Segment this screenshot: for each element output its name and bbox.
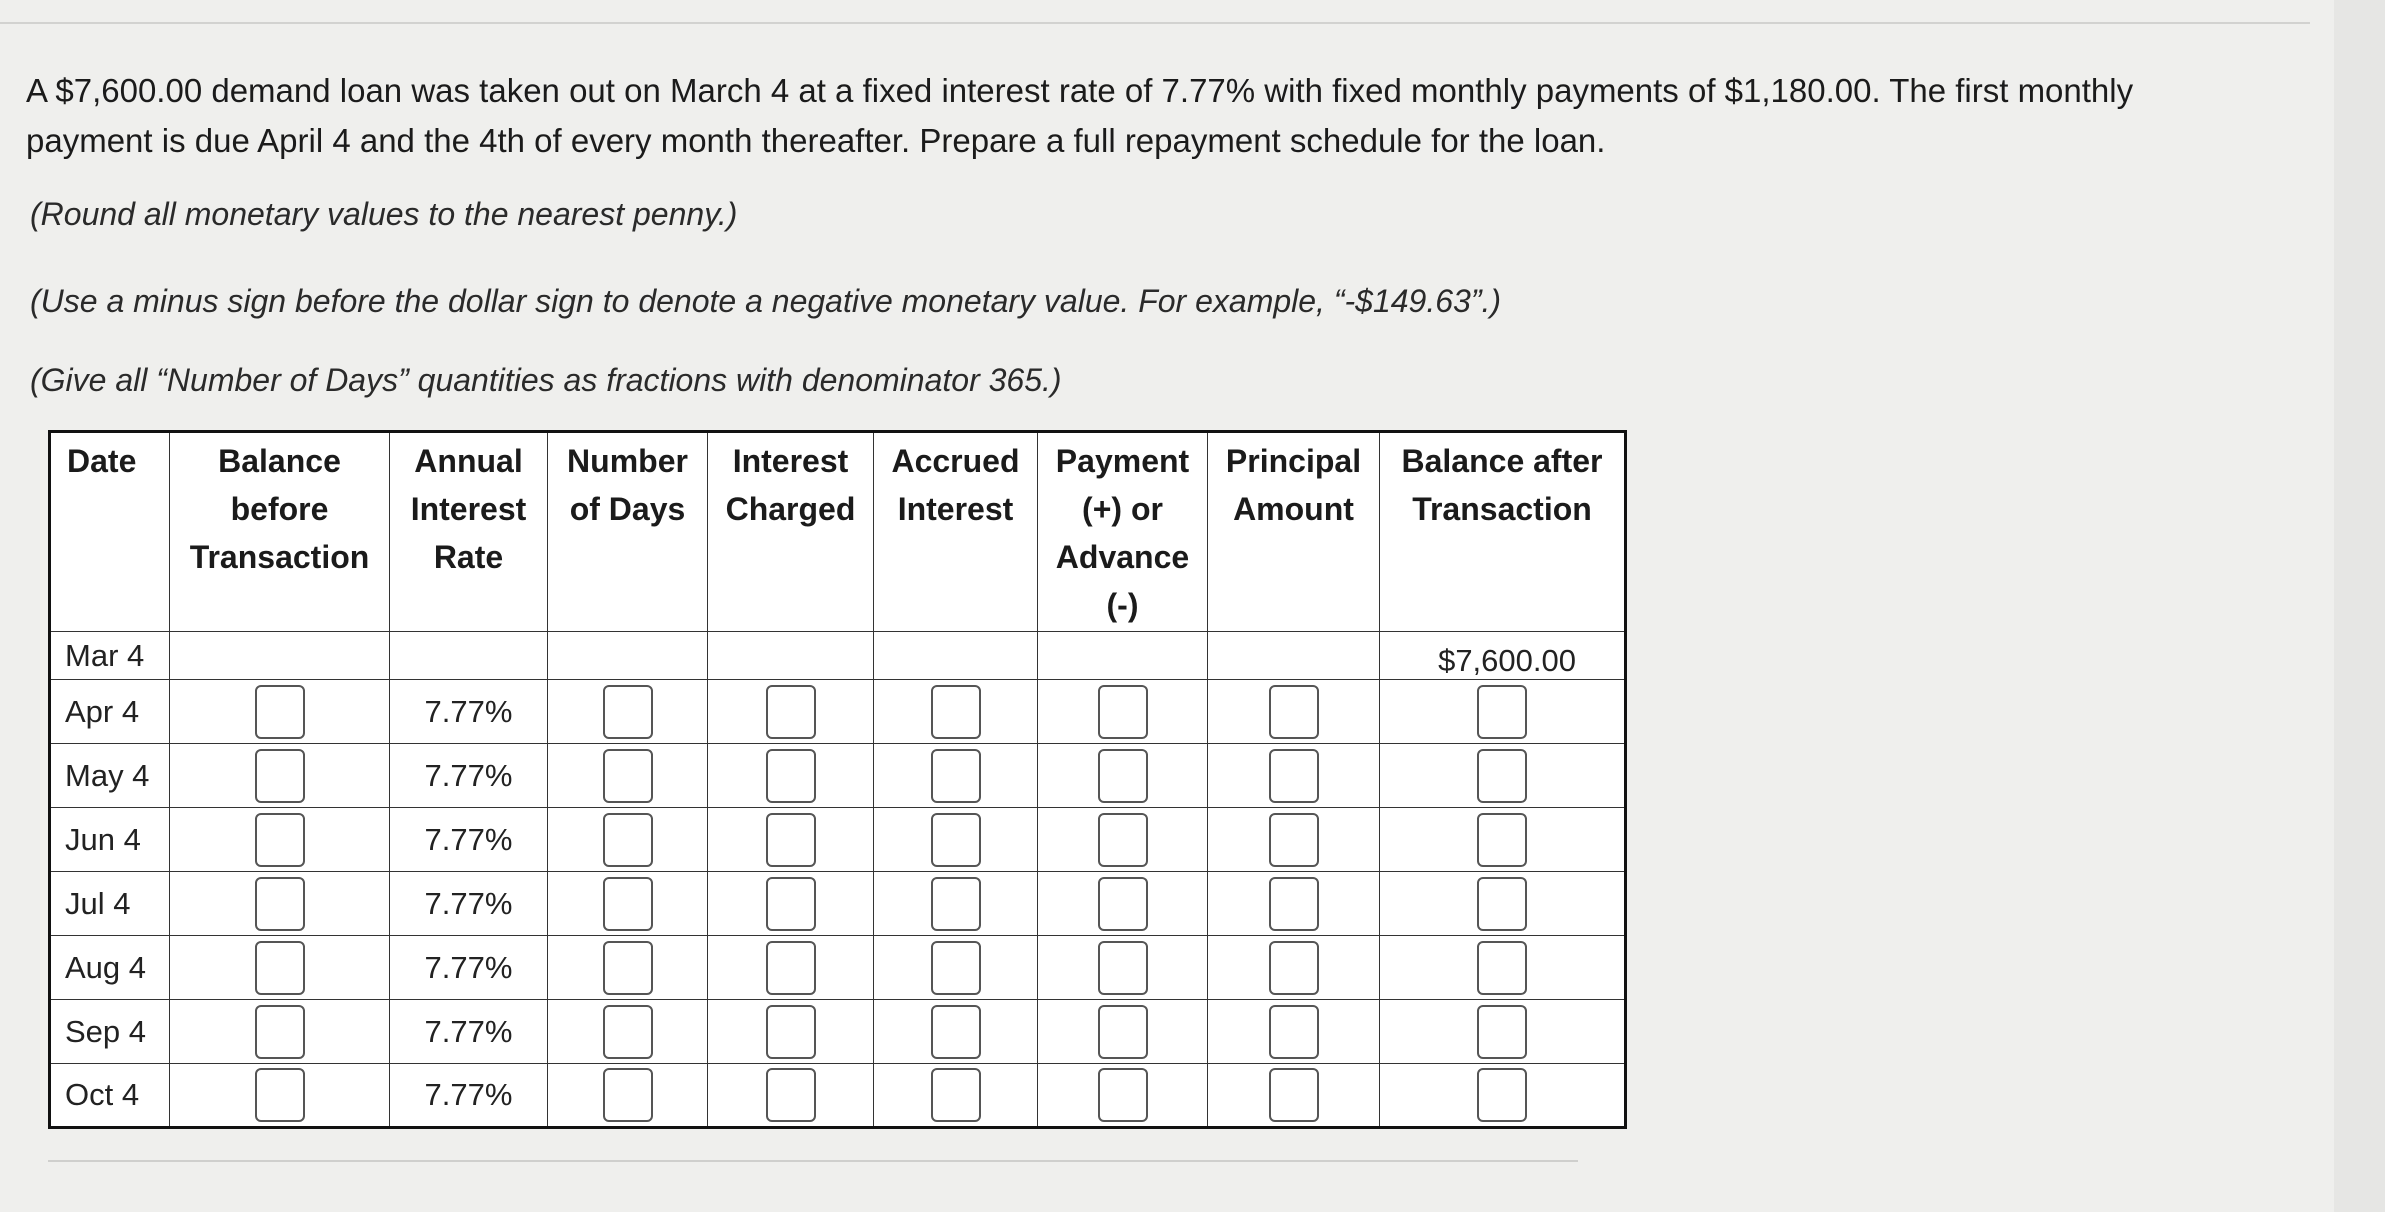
principal-amount-input[interactable] [1269,1005,1319,1059]
note-number-of-days: (Give all “Number of Days” quantities as fractions with denominator 365.) [30,362,1062,398]
accrued-interest-input[interactable] [931,941,981,995]
balance-after-cell [1380,1000,1626,1064]
balance-after-cell [1380,936,1626,1000]
row-date: May 4 [50,744,170,808]
table-row [50,872,1626,936]
payment-or-advance-cell [1038,744,1208,808]
payment-or-advance-cell [1038,808,1208,872]
payment-or-advance-cell [1038,1000,1208,1064]
interest-charged-input[interactable] [766,813,816,867]
number-of-days-input[interactable] [603,877,653,931]
right-gutter [2334,0,2385,1212]
payment-or-advance-cell [1038,680,1208,744]
row-date: Jul 4 [50,872,170,936]
accrued-interest-input[interactable] [931,685,981,739]
number-of-days-input[interactable] [603,1068,653,1122]
note-negative-values: (Use a minus sign before the dollar sign to denote a negative monetary value. For example, “-$149.63”.) [30,283,1502,319]
balance-after-input[interactable] [1477,877,1527,931]
empty-cell [390,632,548,680]
principal-amount-input[interactable] [1269,877,1319,931]
principal-amount-cell [1208,744,1380,808]
empty-cell [708,632,874,680]
balance-before-cell [170,744,390,808]
principal-amount-cell [1208,1000,1380,1064]
balance-after-cell [1380,680,1626,744]
empty-cell [874,632,1038,680]
principal-amount-cell [1208,1064,1380,1128]
number-of-days-input[interactable] [603,749,653,803]
balance-before-input[interactable] [255,685,305,739]
number-of-days-cell [548,680,708,744]
table-row [50,680,1626,744]
accrued-interest-cell [874,808,1038,872]
number-of-days-input[interactable] [603,685,653,739]
row-date: Sep 4 [50,1000,170,1064]
principal-amount-input[interactable] [1269,941,1319,995]
table-row [50,1000,1626,1064]
balance-before-input[interactable] [255,1005,305,1059]
header-number-of-days: Number of Days [548,432,708,632]
balance-after-input[interactable] [1477,941,1527,995]
balance-before-input[interactable] [255,749,305,803]
problem-statement: A $7,600.00 demand loan was taken out on March 4 at a fixed interest rate of 7.77% with fixed monthly payments of $1,180.00. The first monthly payment is due April 4 and the 4th of every month thereafter. Prepare a full repayment schedule for the loan. [26,72,2134,159]
accrued-interest-cell [874,744,1038,808]
balance-after-input[interactable] [1477,749,1527,803]
interest-charged-input[interactable] [766,941,816,995]
header-date: Date [50,432,170,632]
header-principal-amount: Principal Amount [1208,432,1380,632]
number-of-days-cell [548,808,708,872]
header-accrued-interest: Accrued Interest [874,432,1038,632]
interest-charged-input[interactable] [766,1005,816,1059]
initial-balance-after: $7,600.00 [1380,632,1626,680]
row-annual-rate: 7.77% [390,1000,548,1064]
balance-after-input[interactable] [1477,685,1527,739]
empty-cell [1038,632,1208,680]
interest-charged-cell [708,1000,874,1064]
row-annual-rate: 7.77% [390,872,548,936]
principal-amount-cell [1208,872,1380,936]
payment-or-advance-cell [1038,936,1208,1000]
interest-charged-cell [708,808,874,872]
row-date: Mar 4 [50,632,170,680]
repayment-schedule-table [48,430,1627,1129]
principal-amount-input[interactable] [1269,749,1319,803]
top-divider [0,22,2310,24]
interest-charged-cell [708,1064,874,1128]
row-date: Oct 4 [50,1064,170,1128]
header-payment-or-advance: Payment (+) or Advance (-) [1038,432,1208,632]
accrued-interest-cell [874,1000,1038,1064]
interest-charged-cell [708,680,874,744]
bottom-divider [48,1160,1578,1162]
interest-charged-cell [708,872,874,936]
header-balance-after: Balance after Transaction [1380,432,1626,632]
balance-after-cell [1380,744,1626,808]
empty-cell [1208,632,1380,680]
principal-amount-cell [1208,680,1380,744]
balance-before-cell [170,808,390,872]
number-of-days-cell [548,744,708,808]
row-annual-rate: 7.77% [390,1064,548,1128]
accrued-interest-input[interactable] [931,749,981,803]
row-date: Aug 4 [50,936,170,1000]
payment-or-advance-cell [1038,1064,1208,1128]
row-date: Jun 4 [50,808,170,872]
number-of-days-cell [548,872,708,936]
row-annual-rate: 7.77% [390,744,548,808]
interest-charged-input[interactable] [766,1068,816,1122]
payment-or-advance-input[interactable] [1098,1005,1148,1059]
accrued-interest-input[interactable] [931,1068,981,1122]
row-date: Apr 4 [50,680,170,744]
payment-or-advance-input[interactable] [1098,877,1148,931]
table-row [50,744,1626,808]
number-of-days-input[interactable] [603,1005,653,1059]
balance-after-input[interactable] [1477,1068,1527,1122]
principal-amount-input[interactable] [1269,685,1319,739]
table-row [50,808,1626,872]
payment-or-advance-input[interactable] [1098,813,1148,867]
principal-amount-input[interactable] [1269,1068,1319,1122]
accrued-interest-cell [874,872,1038,936]
empty-cell [170,632,390,680]
principal-amount-input[interactable] [1269,813,1319,867]
table-row-initial [50,632,1626,680]
empty-cell [548,632,708,680]
payment-or-advance-input[interactable] [1098,749,1148,803]
accrued-interest-input[interactable] [931,1005,981,1059]
accrued-interest-cell [874,1064,1038,1128]
balance-before-cell [170,1000,390,1064]
balance-before-input[interactable] [255,813,305,867]
interest-charged-cell [708,936,874,1000]
balance-before-input[interactable] [255,941,305,995]
balance-before-cell [170,872,390,936]
principal-amount-cell [1208,936,1380,1000]
balance-after-input[interactable] [1477,813,1527,867]
accrued-interest-input[interactable] [931,813,981,867]
principal-amount-cell [1208,808,1380,872]
balance-before-input[interactable] [255,877,305,931]
accrued-interest-cell [874,936,1038,1000]
balance-before-input[interactable] [255,1068,305,1122]
note-rounding: (Round all monetary values to the nearest penny.) [30,196,738,232]
row-annual-rate: 7.77% [390,808,548,872]
table-row [50,936,1626,1000]
interest-charged-input[interactable] [766,685,816,739]
interest-charged-input[interactable] [766,877,816,931]
accrued-interest-cell [874,680,1038,744]
interest-charged-cell [708,744,874,808]
header-balance-before: Balance before Transaction [170,432,390,632]
header-annual-interest-rate: Annual Interest Rate [390,432,548,632]
balance-before-cell [170,680,390,744]
balance-before-cell [170,1064,390,1128]
payment-or-advance-input[interactable] [1098,941,1148,995]
balance-before-cell [170,936,390,1000]
interest-charged-input[interactable] [766,749,816,803]
payment-or-advance-input[interactable] [1098,685,1148,739]
number-of-days-input[interactable] [603,813,653,867]
header-interest-charged: Interest Charged [708,432,874,632]
balance-after-cell [1380,1064,1626,1128]
table-header-row [50,432,1626,632]
number-of-days-cell [548,936,708,1000]
balance-after-cell [1380,872,1626,936]
number-of-days-cell [548,1064,708,1128]
accrued-interest-input[interactable] [931,877,981,931]
row-annual-rate: 7.77% [390,680,548,744]
table-row [50,1064,1626,1128]
payment-or-advance-input[interactable] [1098,1068,1148,1122]
row-annual-rate: 7.77% [390,936,548,1000]
balance-after-cell [1380,808,1626,872]
number-of-days-cell [548,1000,708,1064]
payment-or-advance-cell [1038,872,1208,936]
balance-after-input[interactable] [1477,1005,1527,1059]
number-of-days-input[interactable] [603,941,653,995]
